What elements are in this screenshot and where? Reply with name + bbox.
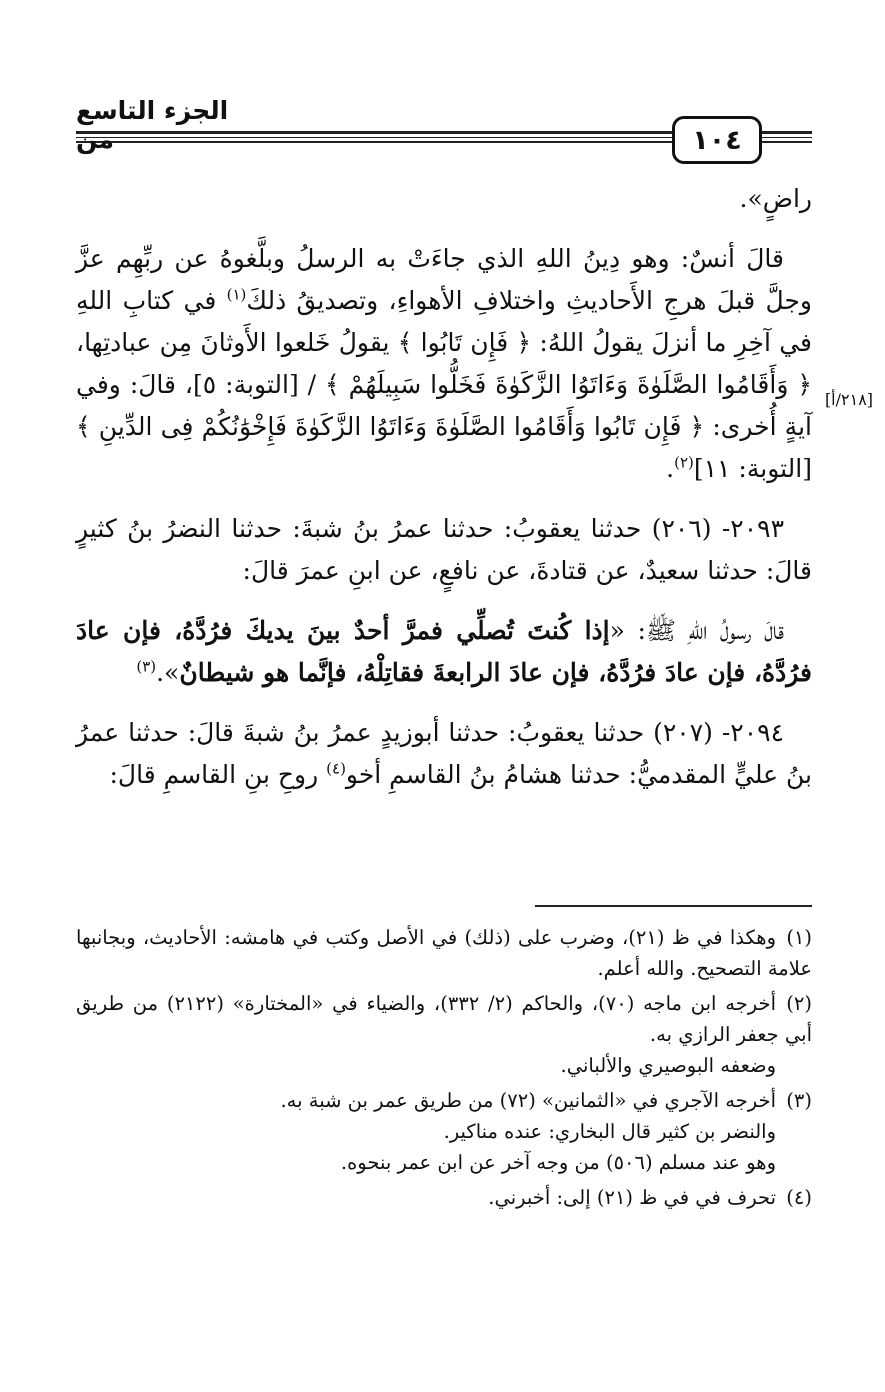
running-title: الجزء التاسع من (76, 96, 229, 154)
footnote (76, 988, 812, 1081)
text-span: روحِ بنِ القاسمِ قالَ: (109, 760, 319, 789)
footnotes (76, 922, 812, 1217)
main-text (76, 178, 812, 796)
footnote-separator (535, 905, 812, 907)
footnote (76, 1182, 812, 1213)
footnote-text: أخرجه ابن ماجه (٧٠)، والحاكم (٢/ ٣٣٢)، والضياء في «المختارة» (٢١٢٢) من طريق أبي جعفر الرازي به. (76, 992, 812, 1046)
footnote-ref: (٣) (136, 657, 157, 676)
text-span: قالَ رسولُ اللهِ ﷺ: « (609, 616, 784, 645)
text-span: قالَ أنسٌ: وهو دِينُ اللهِ الذي جاءَتْ به الرسلُ وبلَّغوهُ عن ربِّهِم عزَّ وجلَّ قبلَ هرجِ الأَحاديثِ واختلافِ الأهواءِ، وتصديقُ ذلكَ (76, 244, 812, 315)
footnote-number: (٢) (786, 992, 812, 1015)
footnote-text: أخرجه الآجري في «الثمانين» (٧٢) من طريق عمر بن شبة به. (280, 1089, 776, 1112)
footnote-ref: (٢) (674, 453, 694, 472)
margin-reference: [٢١٨/أ] (824, 390, 874, 409)
page-number: ١٠٤ (672, 116, 762, 164)
footnote-text: وضعفه البوصيري والألباني. (560, 1054, 776, 1077)
footnote (76, 922, 812, 984)
text-span: راضٍ». (739, 184, 812, 213)
hadith-matn: إذا كُنتَ تُصلِّي فمرَّ أحدٌ بينَ يديكَ فرُدَّهُ، فإن عادَ فرُدَّهُ، فإن عادَ فرُدَّهُ، فإن عادَ الرابعةَ فقاتِلْهُ، فإنَّما هو شيطانٌ (76, 616, 812, 687)
hadith-isnad: ٢٠٩٣- (٢٠٦) حدثنا يعقوبُ: حدثنا عمرُ بنُ شبةَ: حدثنا النضرُ بنُ كثيرٍ قالَ: حدثنا سعيدٌ، عن قتادةَ، عن نافعٍ، عن ابنِ عمرَ قالَ: (76, 514, 812, 585)
paragraph (76, 610, 812, 694)
paragraph (76, 508, 812, 592)
footnote-text: تحرف في في ظ (٢١) إلى: أخبرني. (488, 1186, 776, 1209)
footnote-number: (١) (786, 926, 813, 949)
text-span: في كتابِ اللهِ في آخِرِ ما أنزلَ يقولُ اللهُ: ﴿ فَإِن تَابُوا ﴾ يقولُ خَلعوا الأَوثانَ مِن عبادتِها، ﴿ وَأَقَامُوا الصَّلَوٰةَ وَءَاتَوُا الزَّكَوٰةَ فَخَلُّوا سَبِيلَهُمْ ﴾ / [التوبة: ٥]، قالَ: وفي آيةٍ أُخرى: ﴿ فَإِن تَابُوا وَأَقَامُوا الصَّلَوٰةَ وَءَاتَوُا الزَّكَوٰةَ فَإِخْوَٰنُكُمْ فِى الدِّينِ ﴾ [التوبة: ١١] (76, 286, 813, 483)
footnote-ref: (٤) (326, 759, 346, 778)
text-span: ». (156, 658, 180, 687)
footnote-text: وهكذا في ظ (٢١)، وضرب على (ذلك) في الأصل وكتب في هامشه: الأحاديث، وبجانبها علامة التصحيح. والله أعلم. (76, 926, 812, 980)
paragraph: قالَ أنسٌ: وهو دِينُ اللهِ الذي جاءَتْ به الرسلُ وبلَّغوهُ عن ربِّهِم عزَّ وجلَّ قبلَ هرجِ الأَحاديثِ واختلافِ الأهواءِ، وتصديقُ ذلكَ$^{(١)}$ في كتابِ اللهِ في آخِرِ ما أنزلَ يقولُ اللهُ: ﴿ فَإِن تَابُوا ﴾ يقولُ خَلعوا الأَوثانَ مِن عبادتِها، ﴿ وَأَقَامُوا الصَّلَوٰةَ وَءَاتَوُا الزَّكَوٰةَ فَخَلُّوا سَبِيلَهُمْ ﴾ / [التوبة: ٥]، قالَ: وفي آيةٍ أُخرى: ﴿ فَإِن تَابُوا وَأَقَامُوا الصَّلَوٰةَ وَءَاتَوُا الزَّكَوٰةَ فَإِخْوَٰنُكُمْ فِى الدِّينِ ﴾ [التوبة: ١١]$^{(٢)}$. (76, 244, 813, 483)
paragraph (76, 712, 812, 796)
paragraph (76, 178, 812, 220)
hadith-isnad: ٢٠٩٤- (٢٠٧) حدثنا يعقوبُ: حدثنا أبوزيدٍ عمرُ بنُ شبةَ قالَ: حدثنا عمرُ بنُ عليٍّ المقدميُّ: حدثنا هشامُ بنُ القاسمِ أخو (76, 718, 812, 789)
footnote-number: (٣) (786, 1089, 812, 1112)
footnote-ref: (١) (226, 285, 247, 304)
footnote-text: والنضر بن كثير قال البخاري: عنده مناكير. (443, 1120, 776, 1143)
footnote-text: وهو عند مسلم (٥٠٦) من وجه آخر عن ابن عمر بنحوه. (340, 1151, 776, 1174)
footnote (76, 1085, 812, 1178)
footnote-number: (٤) (786, 1186, 812, 1209)
